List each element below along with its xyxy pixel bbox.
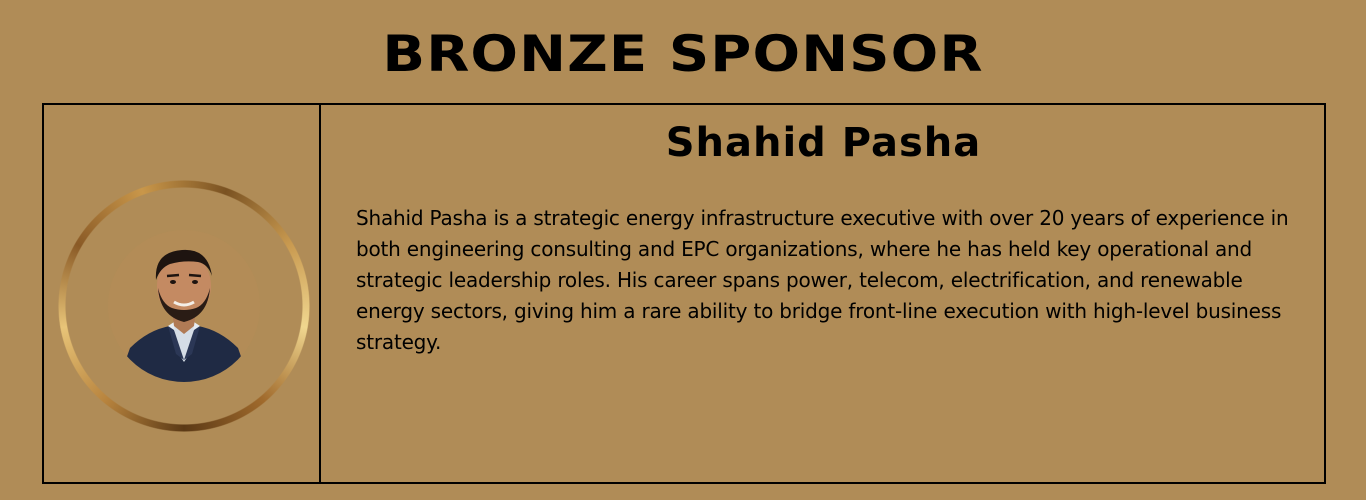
- sponsor-card: [42, 103, 1326, 484]
- sponsor-bio: Shahid Pasha is a strategic energy infrastructure executive with over 20 years of experience in both engineering consulting and EPC organizations, where he has held key operational and strategic leadership roles. His career spans power, telecom, electrification, and renewable energy sectors, giving him a rare ability to bridge front-line execution with high-level business strategy.: [356, 206, 1289, 354]
- page-heading: BRONZE SPONSOR: [382, 25, 984, 83]
- sponsor-name: Shahid Pasha: [665, 120, 982, 166]
- portrait-photo-icon: [108, 230, 260, 382]
- photo-column: [44, 105, 321, 482]
- sponsor-photo: [108, 230, 260, 382]
